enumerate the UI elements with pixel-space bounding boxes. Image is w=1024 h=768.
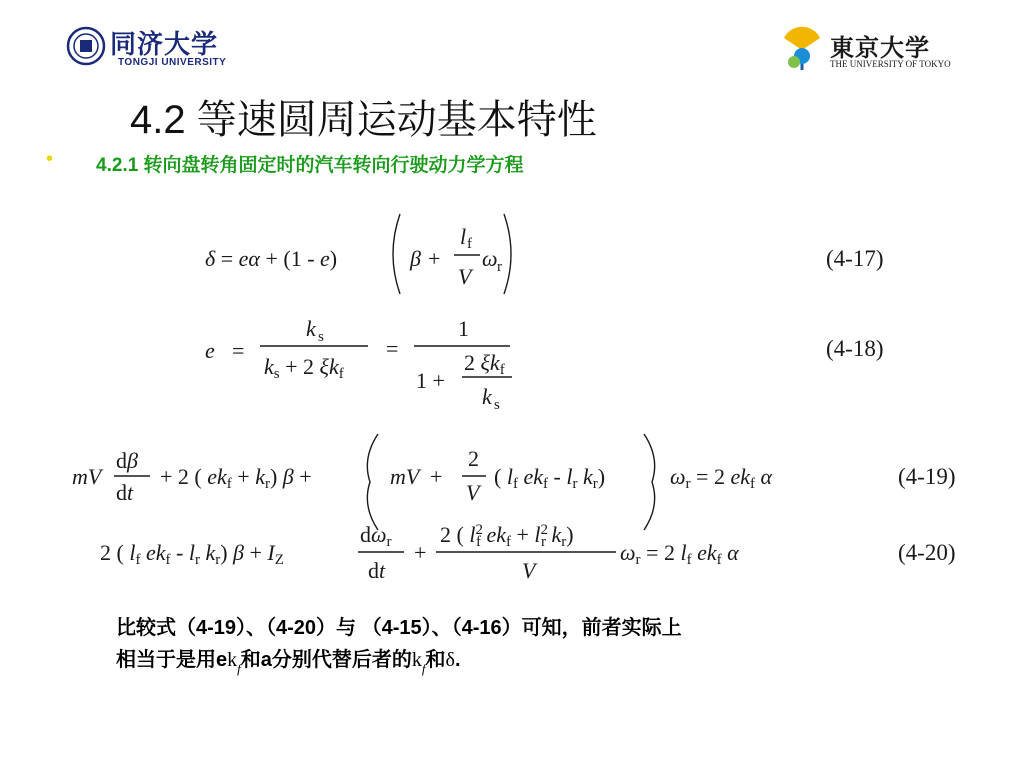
svg-text:1: 1 [458,316,469,341]
svg-text:2 ( lf ekf - lr kr) β + IZ: 2 ( lf ekf - lr kr) β + IZ [100,540,284,568]
svg-text:+ 2 ( ekf + kr) β +: + 2 ( ekf + kr) β + [160,464,312,492]
svg-text:ωr = 2 lf ekf α: ωr = 2 lf ekf α [620,540,739,568]
conclusion-line-2 [116,644,916,678]
svg-text:k: k [306,316,316,341]
svg-text:=: = [232,338,245,363]
svg-text:( lf ekf - lr kr): ( lf ekf - lr kr) [494,464,606,492]
equation-label-4-18: (4-18) [826,336,884,361]
svg-text:f: f [467,236,472,252]
svg-text:s: s [494,397,500,413]
section-subheading: 4.2.1 转向盘转角固定时的汽车转向行驶动力学方程 [96,155,524,176]
conclusion-f-sub-2: f [421,661,426,676]
conclusion-text-a: 相当于是用e [116,649,228,671]
svg-text:dt: dt [368,558,386,583]
svg-text:ω: ω [482,246,498,271]
svg-text:dβ: dβ [116,448,138,473]
conclusion-f-sub-1: f [237,661,241,676]
svg-text:ks + 2 ξkf: ks + 2 ξkf [264,354,344,382]
equation-label-4-19: (4-19) [898,464,956,489]
svg-text:+: + [430,464,443,489]
conclusion-line-1: 比较式（4-19）、（4-20）与 （4-15）、（4-16）可知，前者实际上 [116,617,682,639]
slide-title: 4.2 等速圆周运动基本特性 [130,98,597,142]
tokyo-name-cn: 東京大学 [830,33,930,62]
bullet-icon: • [46,148,54,170]
svg-text:dt: dt [116,480,134,505]
conclusion-period: . [454,649,461,671]
svg-text:β: β [410,246,421,271]
tokyo-name-en: THE UNIVERSITY OF TOKYO [830,59,951,69]
svg-text:s: s [318,329,324,345]
svg-text:V: V [458,264,472,289]
equation-4-20 [100,522,955,583]
equation-4-17 [205,214,883,294]
conclusion-paragraph [116,612,916,678]
conclusion-text-d: 和a分别代替后者的 [240,649,412,671]
svg-text:2 ξkf: 2 ξkf [464,350,505,378]
svg-text:δ = eα + (1 - e): δ = eα + (1 - e) [205,246,338,271]
svg-text:k: k [482,384,492,409]
svg-text:2 ( l2f ekf + l2r kr): 2 ( $l^2$ f ekf + $l^2$ r kr) [440,522,574,550]
svg-text:2: 2 [468,446,479,471]
equation-4-18 [205,316,883,413]
svg-text:+: + [428,246,441,271]
svg-text:e: e [205,338,215,363]
equation-label-4-20: (4-20) [898,540,956,565]
svg-text:r: r [497,259,502,275]
svg-text:l: l [460,224,467,249]
svg-text:ωr = 2 ekf α: ωr = 2 ekf α [670,464,773,492]
svg-text:V: V [466,480,480,505]
svg-text:V: V [522,558,536,583]
conclusion-k-2: k [411,649,422,671]
svg-text:1 +: 1 + [416,368,445,393]
svg-text:+: + [414,540,427,565]
svg-text:=: = [386,336,399,361]
svg-text:mV: mV [72,464,102,489]
tongji-name-en: TONGJI UNIVERSITY [118,57,227,68]
equation-4-19 [72,434,955,530]
svg-text:dωr: dωr [360,522,392,550]
conclusion-text-g: 和 [425,649,446,671]
tongji-name-cn: 同济大学 [110,30,219,60]
conclusion-k-1: k [227,649,238,671]
conclusion-delta: δ [445,649,455,671]
svg-text:mV: mV [390,464,420,489]
equation-label-4-17: (4-17) [826,246,884,271]
